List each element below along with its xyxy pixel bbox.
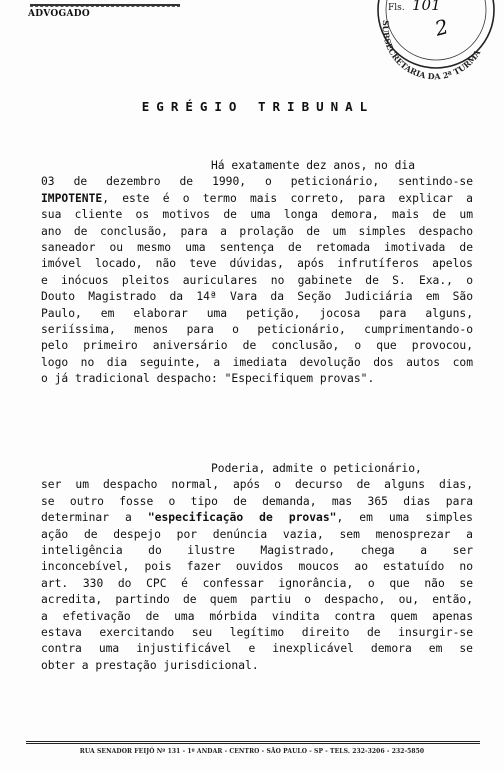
text-line [41,355,473,371]
text-segment: Há exatamente dez anos, no dia [211,159,416,172]
text-line [41,641,473,657]
page-title: EGRÉGIO TRIBUNAL [141,99,375,114]
text-segment: determinar a [41,511,148,525]
text-line [41,658,473,674]
text-segment: acredita, partindo de quem partiu o despacho, ou, então, [41,593,473,607]
text-segment: art. 330 do CPC é confessar ignorância, o que não se [41,576,473,590]
text-line [41,207,473,223]
emphasis-text: IMPOTENTE [41,191,103,205]
court-stamp [366,0,498,86]
text-segment: obter a prestação jurisdicional. [41,658,259,672]
text-segment: , em uma simples [336,511,473,525]
stamp-page-number: 101 [412,0,441,14]
emphasis-text: "especificação de provas" [147,511,337,525]
stamp-graphic [366,0,498,86]
text-line [41,592,473,608]
text-segment: , este é o termo mais correto, para explicar a [102,191,473,205]
stamp-fls-label: Fls. [388,3,405,13]
text-line [41,224,473,240]
text-segment: pelo primeiro aniversário de conclusão, o que provocou, [41,339,473,353]
text-segment: 03 de dezembro de 1990, o peticionário, sentindo-se [41,175,473,189]
text-line [41,240,473,256]
text-line [41,625,473,641]
text-line [41,477,473,493]
text-segment: sua cliente os motivos de uma longa demora, mais de um [41,208,473,222]
text-segment: Poderia, admite o peticionário, [211,462,422,475]
text-line [41,306,473,322]
paragraph-2 [41,461,473,674]
text-segment: inconcebível, pois fazer ouvidos moucos ao estatuído no [41,560,473,574]
text-segment: o já tradicional despacho: "Especifiquem provas". [41,372,375,386]
text-segment: e inócuos pleitos auriculares no gabinete de S. Exa., o [41,273,473,287]
letterhead-label: ADVOGADO [28,9,91,19]
text-line [41,273,473,289]
text-line [41,510,473,526]
text-segment: ano de conclusão, para a prolação de um simples despacho [41,224,473,238]
text-segment: saneador ou mesmo uma sentença de retomada imotivada de [41,241,473,255]
text-line [41,256,473,272]
text-segment: Douto Magistrado da 14ª Vara da Seção Judiciária em São [41,290,473,304]
text-segment: estava exercitando seu legítimo direito de insurgir-se [41,626,473,640]
text-line [41,609,473,625]
text-segment: inteligência do ilustre Magistrado, chega a ser [41,544,473,558]
text-segment: ser um despacho normal, após o decurso de alguns dias, [41,478,473,492]
text-segment: a efetivação de uma mórbida vindita contra quem apenas [41,609,473,623]
letterhead-rule [30,4,180,7]
text-line [41,461,473,477]
text-line [41,576,473,592]
text-segment: seriíssima, menos para o peticionário, cumprimentando-o [41,323,473,337]
text-line [41,191,473,207]
text-segment: imóvel locado, não teve dúvidas, após infrutíferos apelos [41,257,473,271]
paragraph-1 [41,158,473,388]
text-line [41,338,473,354]
text-line [41,559,473,575]
text-line [41,494,473,510]
text-line [41,527,473,543]
text-line [41,174,473,190]
text-segment: Paulo, em elaborar uma petição, jocosa para alguns, [41,306,473,320]
stamp-ring-text: SUBSECRETARIA DA 2ª TURMA [380,19,483,82]
footer-rule [26,741,480,744]
footer-address: RUA SENADOR FEIJÓ Nº 131 - 1º ANDAR - CENTRO - SÃO PAULO - SP - TELS. 232-3206 - 232-5850 [79,748,425,755]
text-segment: logo no dia seguinte, a imediata devolução dos autos com [41,355,473,369]
text-segment: ação de despejo por denúncia vazia, sem menosprezar a [41,527,473,541]
stamp-handwritten-mark: 2 [432,14,451,41]
text-segment: se outro fosse o tipo de demanda, mas 365 dias para [41,494,473,508]
text-line [41,289,473,305]
text-line [41,322,473,338]
text-segment: contra uma injustificável e inexplicável demora em se [41,642,473,656]
text-line [41,158,473,174]
text-line [41,543,473,559]
text-line [41,371,473,387]
